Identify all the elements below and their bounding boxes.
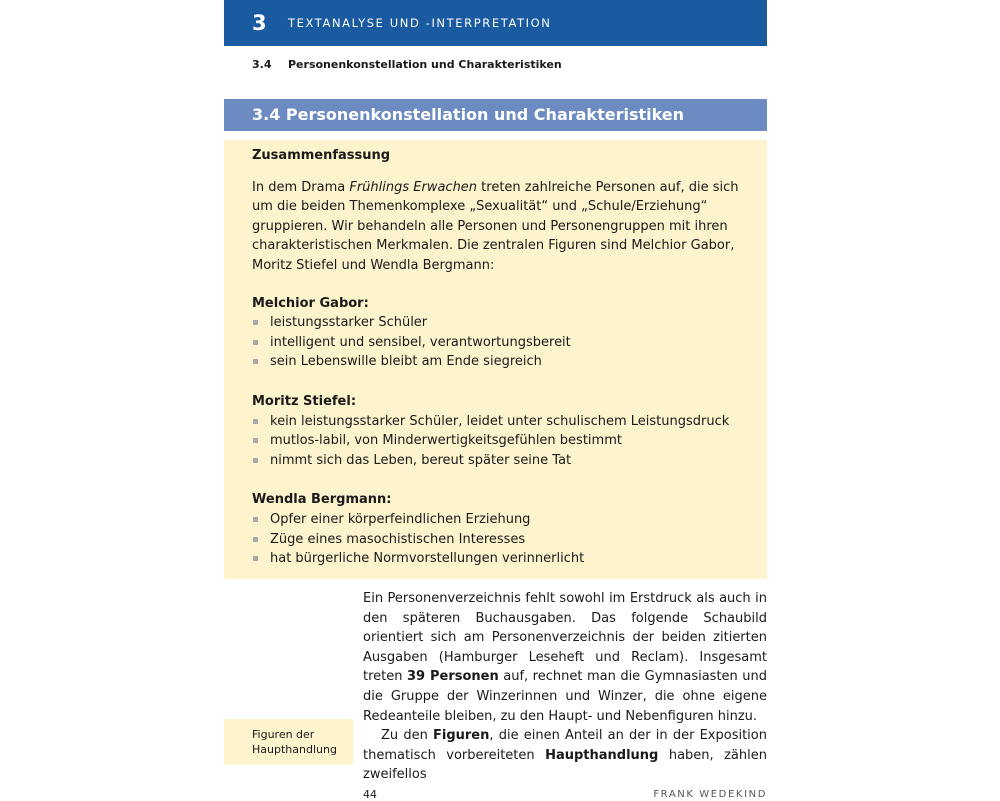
section-ref-number: 3.4 xyxy=(252,58,272,71)
drama-title: Frühlings Erwachen xyxy=(349,179,478,195)
body-text xyxy=(363,589,767,785)
bullet-square-icon xyxy=(253,419,258,424)
margin-note xyxy=(224,719,353,765)
section-ref-title: Personenkonstellation und Charakteristiken xyxy=(288,58,562,71)
trait-text: leistungsstarker Schüler xyxy=(270,315,428,331)
body-paragraph-2 xyxy=(363,726,767,785)
summary-box xyxy=(224,140,767,579)
list-item xyxy=(252,333,747,353)
chapter-number: 3 xyxy=(252,11,267,35)
body-text-part: haben, zählen zweifellos xyxy=(363,747,767,783)
trait-text: kein leistungsstarker Schüler, leidet unter schulischem Leistungsdruck xyxy=(270,413,730,429)
chapter-title: TEXTANALYSE UND -INTERPRETATION xyxy=(288,16,552,30)
list-item xyxy=(252,313,747,333)
bullet-square-icon xyxy=(253,438,258,443)
trait-text: sein Lebenswille bleibt am Ende siegreich xyxy=(270,354,542,370)
character-name-wendla: Wendla Bergmann: xyxy=(252,492,392,508)
body-text-part: Ein Personenverzeichnis fehlt sowohl im Erstdruck als auch in den späteren Buchausgaben. Das folgende Schaubild orientiert sich am Personenverzeichnis der beiden zitierten Ausgaben (Hamburger Leseheft und Reclam). Insgesamt treten xyxy=(363,591,767,685)
margin-note-line: Haupthandlung xyxy=(252,742,337,756)
emphasis-haupthandlung: Haupthandlung xyxy=(545,747,659,763)
body-text-part: , die einen Anteil an der in der Exposition thematisch vorbereiteten xyxy=(363,728,767,763)
list-item xyxy=(252,530,747,550)
section-reference xyxy=(252,58,562,71)
summary-text-part: In dem Drama xyxy=(252,179,350,195)
bullet-square-icon xyxy=(253,340,258,345)
trait-text: Züge eines masochistischen Interesses xyxy=(270,531,526,547)
body-paragraph-1 xyxy=(363,589,767,726)
trait-text: hat bürgerliche Normvorstellungen verinnerlicht xyxy=(270,551,585,567)
emphasis-figuren: Figuren xyxy=(433,728,490,744)
bullet-square-icon xyxy=(253,320,258,325)
body-text-part: Zu den xyxy=(381,728,433,744)
trait-text: Opfer einer körperfeindlichen Erziehung xyxy=(270,511,531,527)
body-text-part: auf, rechnet man die Gymnasiasten und die Gruppe der Winzerinnen und Winzer, die ohne eigene Redeanteile bleiben, zu den Haupt- und Nebenfiguren hinzu. xyxy=(363,669,768,724)
document-page xyxy=(224,0,767,800)
list-item xyxy=(252,412,747,432)
trait-text: mutlos-labil, von Minderwertigkeitsgefühlen bestimmt xyxy=(270,433,622,449)
summary-text xyxy=(252,178,747,276)
margin-note-line: Figuren der xyxy=(252,728,315,741)
bullet-square-icon xyxy=(253,458,258,463)
summary-title: Zusammenfassung xyxy=(252,148,391,163)
page-number: 44 xyxy=(363,788,377,801)
footer-author: FRANK WEDEKIND xyxy=(653,789,767,800)
chapter-header-bar xyxy=(224,0,767,46)
trait-list-melchior xyxy=(252,313,747,372)
bullet-square-icon xyxy=(253,359,258,364)
bullet-square-icon xyxy=(253,556,258,561)
bullet-square-icon xyxy=(253,517,258,522)
trait-list-wendla xyxy=(252,510,747,569)
character-name-moritz: Moritz Stiefel: xyxy=(252,393,357,409)
list-item xyxy=(252,451,747,471)
trait-list-moritz xyxy=(252,412,747,471)
list-item xyxy=(252,352,747,372)
trait-text: nimmt sich das Leben, bereut später seine Tat xyxy=(270,452,572,468)
emphasis-count: 39 Personen xyxy=(407,669,499,685)
list-item xyxy=(252,431,747,451)
section-heading: 3.4 Personenkonstellation und Charakteristiken xyxy=(224,99,767,131)
summary-text-part: treten zahlreiche Personen auf, die sich um die beiden Themenkomplexe „Sexualität“ und „Schule/Erziehung“ gruppieren. Wir behandeln alle Personen und Personengruppen mit ihren charakteristischen Merkmalen. Die zentralen Figuren sind Melchior Gabor, Moritz Stiefel und Wendla Bergmann: xyxy=(252,179,739,273)
trait-text: intelligent und sensibel, verantwortungsbereit xyxy=(270,334,571,350)
bullet-square-icon xyxy=(253,537,258,542)
list-item xyxy=(252,549,747,569)
list-item xyxy=(252,510,747,530)
character-name-melchior: Melchior Gabor: xyxy=(252,295,369,311)
